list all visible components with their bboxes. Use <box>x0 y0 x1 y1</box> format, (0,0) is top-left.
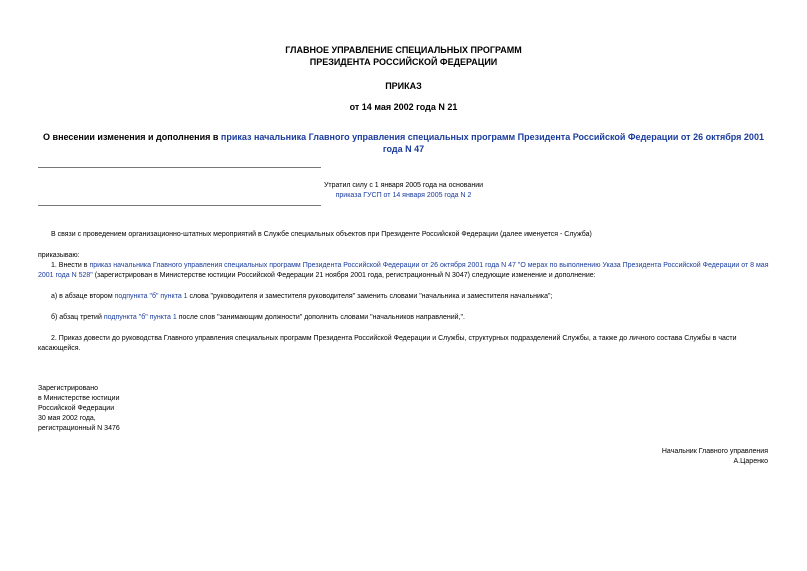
registration-line: Российской Федерации <box>38 405 115 412</box>
pa-prefix: а) в абзаце втором <box>51 293 115 300</box>
org-name-line1: ГЛАВНОЕ УПРАВЛЕНИЕ СПЕЦИАЛЬНЫХ ПРОГРАММ <box>285 45 522 55</box>
registration-line: 30 мая 2002 года, <box>38 415 96 422</box>
paragraph-a <box>38 292 769 302</box>
pa-rest: слова "руководителя и заместителя руководителя" заменить словами "начальника и заместителя начальника"; <box>187 293 553 300</box>
p1-link-order[interactable]: приказ начальника Главного управления специальных программ Президента Российской Федерации от 26 октября 2001 года N 47 "О мерах по выполнению Указа Президента Российской Федерации от 8 мая 2001 года N 528" <box>38 262 769 279</box>
divider-bottom <box>38 205 321 206</box>
doc-type: ПРИКАЗ <box>385 81 422 91</box>
order-word: приказываю: <box>38 252 80 259</box>
paragraph-1 <box>38 261 769 281</box>
p1-rest: (зарегистрирован в Министерстве юстиции Российской Федерации 21 ноября 2001 года, регистрационный N 3047) следующие изменение и дополнение: <box>92 272 596 279</box>
title-prefix: О внесении изменения и дополнения в <box>43 132 221 142</box>
paragraph-2: 2. Приказ довести до руководства Главного управления специальных программ Президента Российской Федерации и Службы, структурных подразделений Службы, а также до личного состава Службы в части касающейся. <box>38 335 737 352</box>
signature-name: А.Царенко <box>733 458 768 465</box>
intro-paragraph: В связи с проведением организационно-штатных мероприятий в Службе специальных объектов при Президенте Российской Федерации (далее именуется - Служба) <box>51 231 592 238</box>
registration-line: в Министерстве юстиции <box>38 395 120 402</box>
status-note <box>300 181 507 201</box>
pb-prefix: б) абзац третий <box>51 314 104 321</box>
p1-number: 1. Внести в <box>51 262 90 269</box>
title-link[interactable]: приказ начальника Главного управления специальных программ Президента Российской Федерации от 26 октября 2001 года N 47 <box>220 132 764 154</box>
divider-top <box>38 167 321 168</box>
signature-block <box>518 447 768 467</box>
status-link[interactable]: приказа ГУСП от 14 января 2005 года N 2 <box>335 192 472 199</box>
registration-block <box>38 384 238 434</box>
registration-line: регистрационный N 3476 <box>38 425 120 432</box>
org-name-line2: ПРЕЗИДЕНТА РОССИЙСКОЙ ФЕДЕРАЦИИ <box>309 57 498 67</box>
pb-rest: после слов "занимающим должности" дополнить словами "начальников направлений,". <box>176 314 465 321</box>
signature-position: Начальник Главного управления <box>661 448 768 455</box>
paragraph-b <box>38 313 769 323</box>
status-line: Утратил силу с 1 января 2005 года на основании <box>323 182 484 189</box>
registration-line: Зарегистрировано <box>38 385 98 392</box>
pb-link[interactable]: подпункта "б" пункта 1 <box>103 314 177 321</box>
doc-title <box>40 131 767 155</box>
pa-link[interactable]: подпункта "б" пункта 1 <box>114 293 188 300</box>
doc-date: от 14 мая 2002 года N 21 <box>349 102 458 112</box>
